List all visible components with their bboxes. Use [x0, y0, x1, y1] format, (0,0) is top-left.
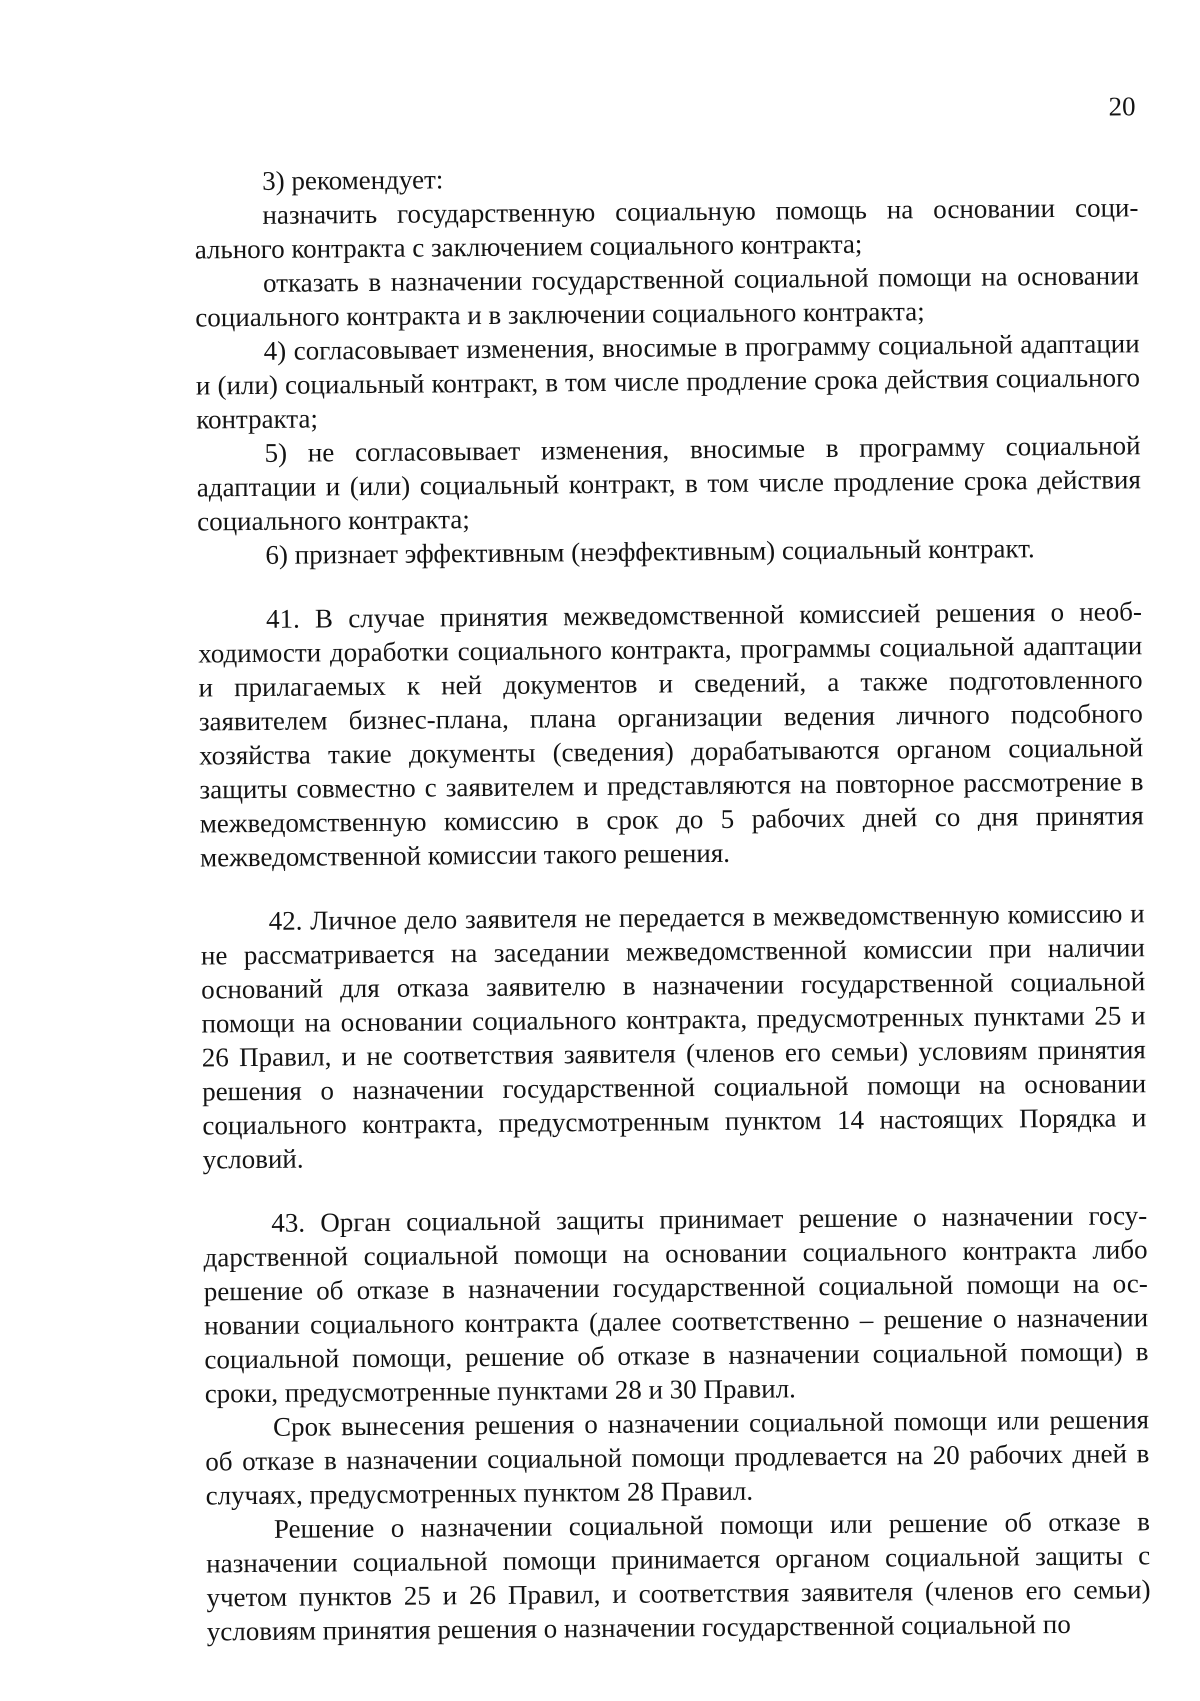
page-number: 20	[1108, 91, 1136, 122]
paragraph-6-effectiveness: 6) признает эффективным (неэффективным) социальный контракт.	[265, 533, 1035, 570]
clause-42: 42. Личное дело заявителя не передается в межведомственную комиссию и не рассматривается на заседании межведомственной комиссии при наличии оснований для отказа заявителю в назначении государственной социальной помощи на основании социального контракта, предусмотренных пунктами 25 и 26 Правил, и не соответствия заявителя (членов его семьи) условиям принятия решения о назначении государственной социальной помощи на основании социального контракта, предусмотренным пунктом 14 настоящих Порядка и условий.	[200, 898, 1147, 1175]
paragraph-5-rejects-changes: 5) не согласовывает изменения, вносимые в программу социальной адаптации и (или) социальный контракт, в том числе продление срока действия социального контракта;	[196, 430, 1141, 537]
clause-41: 41. В случае принятия межведомственной комиссией решения о необходимости доработки социального контракта, программы социальной адаптации и прилагаемых к ней документов и сведений, а также подготовленного заявителем бизнес-плана, плана организации ведения личного подсобного хозяйства такие документы (сведения) дорабатываются органом социальной защиты совместно с заявителем и представляются на повторное рассмотрение в межведомственную комиссию в срок до 5 рабочих дней со дня принятия межведомственной комиссии такого решения.	[198, 596, 1144, 873]
clause-43-decision-basis: Решение о назначении социальной помощи или решение об отказе в назначении социальной помощи принимается органом социальной защиты с учетом пунктов 25 и 26 Правил, и соответствия заявителя (членов его семьи) условиям принятия решения о назначении государственной социальной по	[206, 1506, 1151, 1647]
paragraph-assign-aid: назначить государственную социальную помощь на основании социального контракта с заключением социального контракта;	[194, 192, 1139, 265]
clause-43-term-extension: Срок вынесения решения о назначении социальной помощи или решения об отказе в назначении социальной помощи продлевается на 20 рабочих дней в случаях, предусмотренных пунктом 28 Правил.	[205, 1404, 1150, 1511]
paragraph-3-recommends: 3) рекомендует:	[262, 164, 444, 196]
paragraph-4-approves-changes: 4) согласовывает изменения, вносимые в программу социальной адаптации и (или) социальный контракт, в том числе продление срока действия социального контракта;	[195, 328, 1141, 435]
clause-43: 43. Орган социальной защиты принимает решение о назначении государственной социальной помощи на основании социального контракта либо решение об отказе в назначении государственной социальной помощи на основании социального контракта (далее соответственно – решение о назначении социальной помощи, решение об отказе в назначении социальной помощи) в сроки, предусмотренные пунктами 28 и 30 Правил.	[203, 1200, 1149, 1409]
paragraph-refuse-aid: отказать в назначении государственной социальной помощи на основании социального контракта и в заключении социального контракта;	[195, 260, 1140, 333]
document-body	[194, 156, 1151, 1648]
